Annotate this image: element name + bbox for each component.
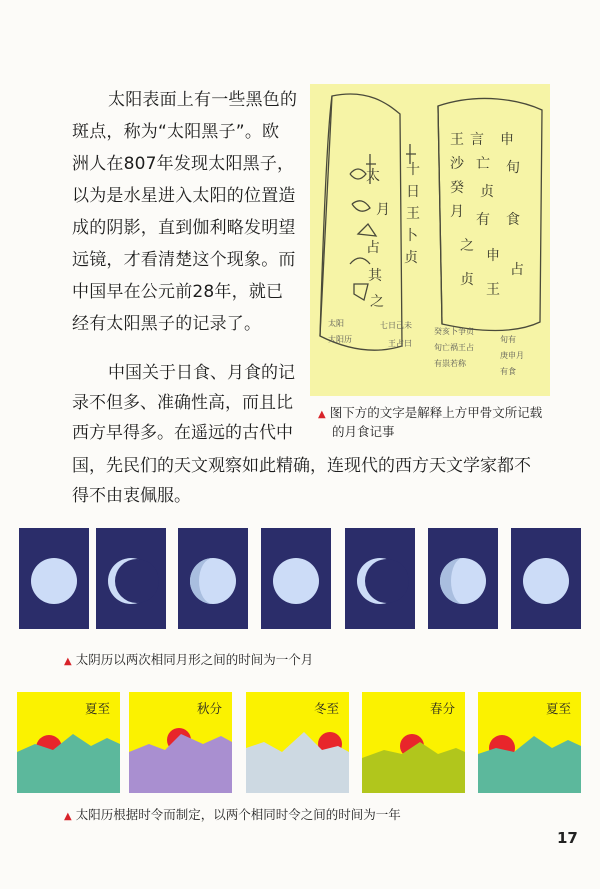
season-tile [478,692,581,793]
season-tile [129,692,232,793]
season-label: 夏至 [84,701,110,716]
text-line: 中国早在公元前28年，就已 [72,282,284,302]
season-label: 秋分 [196,701,222,716]
svg-text:旬亡祸王占: 旬亡祸王占 [434,343,474,352]
svg-text:占: 占 [510,262,524,278]
svg-text:王: 王 [450,132,464,148]
svg-text:贞: 贞 [404,250,418,266]
season-tile [246,692,349,793]
moon-phase-tile [428,528,498,629]
svg-text:之: 之 [370,294,384,310]
svg-text:癸: 癸 [450,180,464,196]
text-line: 洲人在807年发现太阳黑子， [72,154,295,174]
text-line: 中国关于日食、月食的记 [108,363,295,383]
paragraph-eclipses [72,358,312,448]
svg-text:月: 月 [450,204,464,220]
svg-text:申: 申 [500,132,514,148]
text-line: 国，先民们的天文观察如此精确，连现代的西方天文学家都不 [72,456,531,476]
svg-text:有: 有 [476,212,490,228]
svg-text:庚申月: 庚申月 [500,351,524,360]
caption-text: 太阳历根据时令而制定，以两个相同时令之间的时间为一年 [75,807,401,822]
svg-text:王: 王 [486,282,500,298]
page-number: 17 [557,829,578,847]
moon-phase-tile [96,528,166,629]
moon-phase-tile [178,528,248,629]
svg-text:亡: 亡 [476,156,490,172]
moon-phase-tile [345,528,415,629]
svg-text:日: 日 [406,184,420,200]
text-line: 斑点，称为“太阳黑子”。欧 [72,122,280,142]
oracle-bone-illustration [310,84,550,396]
svg-text:贞: 贞 [480,184,494,200]
svg-text:旬有: 旬有 [500,335,516,344]
svg-text:太阳历: 太阳历 [328,335,352,344]
moon-phase-tile [19,528,89,629]
text-line: 以为是水星进入太阳的位置造 [72,186,296,206]
svg-text:沙: 沙 [450,156,464,172]
caption-triangle-icon: ▲ [64,656,72,667]
caption-triangle-icon: ▲ [64,811,72,822]
svg-text:太阳: 太阳 [328,319,344,328]
svg-text:月: 月 [376,202,390,218]
svg-text:之: 之 [460,238,474,254]
paragraph-sunspots [72,84,312,340]
svg-text:卜: 卜 [404,228,418,244]
svg-text:十: 十 [406,162,420,178]
svg-text:贞: 贞 [460,272,474,288]
paragraph-eclipses-continued [72,451,582,511]
svg-text:言: 言 [470,132,484,148]
svg-text:太: 太 [366,168,380,184]
season-tile [362,692,465,793]
svg-text:王占曰: 王占曰 [388,339,412,348]
caption-text: 的月食记事 [332,424,395,439]
svg-text:食: 食 [506,212,520,228]
moon-caption [64,651,313,670]
moon-phase-tile [511,528,581,629]
text-line: 经有太阳黑子的记录了。 [72,314,262,334]
text-line: 录不但多、准确性高，而且比 [72,393,293,413]
season-label: 冬至 [313,701,339,716]
text-line: 成的阴影，直到伽利略发明望 [72,218,296,238]
svg-text:旬: 旬 [506,160,520,176]
text-line: 西方早得多。在遥远的古代中 [72,423,293,443]
season-caption [64,806,401,825]
text-line: 远镜，才看清楚这个现象。而 [72,250,296,270]
oracle-caption [318,404,558,440]
svg-text:占: 占 [366,240,380,256]
caption-text: 太阴历以两次相同月形之间的时间为一个月 [75,652,314,667]
season-label: 春分 [429,701,455,716]
svg-text:有食: 有食 [500,367,516,376]
svg-text:其: 其 [368,268,382,284]
moon-phase-tile [261,528,331,629]
season-tile [17,692,120,793]
caption-text: 图下方的文字是解释上方甲骨文所记载 [329,405,543,420]
svg-text:癸亥卜争贞: 癸亥卜争贞 [434,327,474,336]
text-line: 太阳表面上有一些黑色的 [108,90,298,110]
caption-triangle-icon: ▲ [318,409,326,420]
svg-text:申: 申 [486,248,500,264]
svg-text:王: 王 [406,206,420,222]
season-label: 夏至 [545,701,571,716]
text-line: 得不由衷佩服。 [72,486,191,506]
svg-text:有祟若称: 有祟若称 [434,359,466,368]
svg-text:七日己未: 七日己未 [380,321,412,330]
